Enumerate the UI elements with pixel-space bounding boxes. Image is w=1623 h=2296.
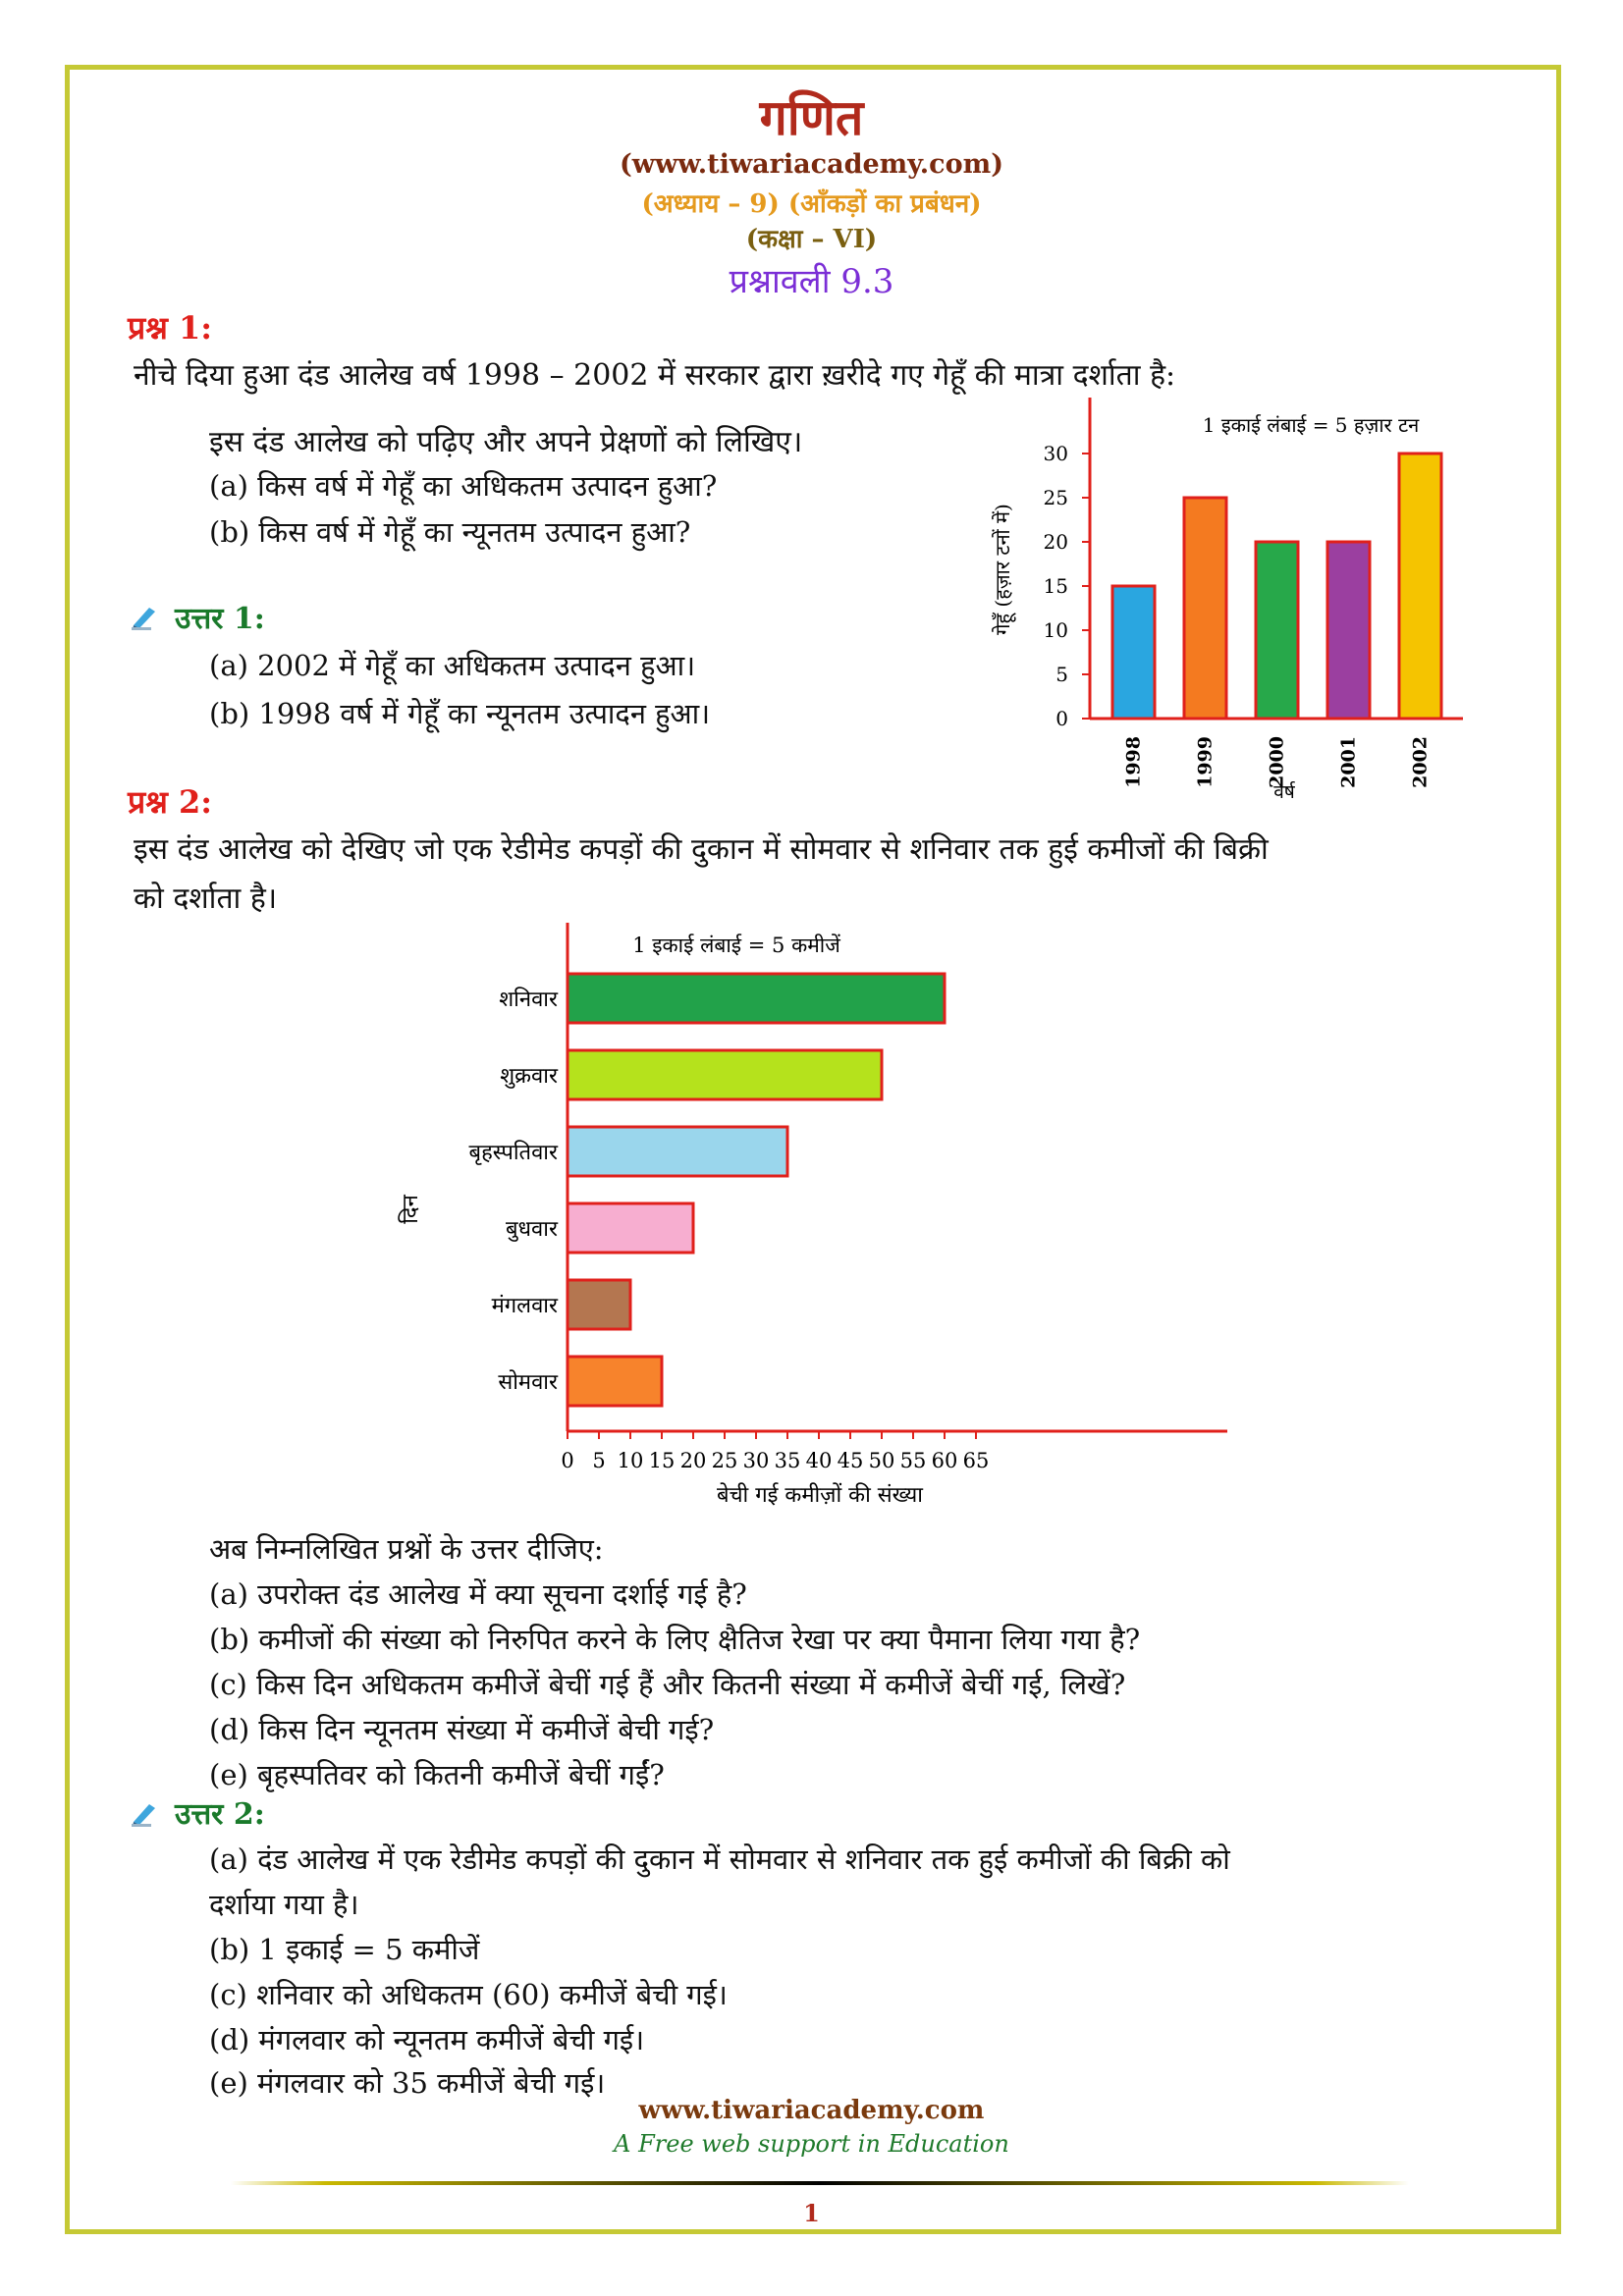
bar: [568, 1127, 787, 1176]
y-tick-label: 5: [1055, 663, 1068, 686]
question-2-intro-line2: को दर्शाता है।: [134, 881, 278, 916]
question-2-part-a: (a) उपरोक्त दंड आलेख में क्या सूचना दर्शाई गई है?: [209, 1577, 747, 1611]
y-tick-label: 0: [1055, 707, 1068, 730]
answer-2-heading: उत्तर 2:: [175, 1797, 265, 1832]
x-tick-label: 15: [648, 1449, 676, 1472]
answer-2-part-c: (c) शनिवार को अधिकतम (60) कमीजें बेची गई।: [209, 1978, 728, 2011]
page-title: गणित: [759, 88, 864, 146]
footer-site[interactable]: www.tiwariacademy.com: [638, 2096, 985, 2125]
bar: [1399, 454, 1441, 719]
x-tick-label: 60: [931, 1449, 958, 1472]
x-tick-label: 55: [899, 1449, 927, 1472]
bar: [1184, 498, 1226, 719]
question-1-instruction: इस दंड आलेख को पढ़िए और अपने प्रेक्षणों को लिखिए।: [209, 425, 803, 459]
question-2-part-b: (b) कमीजों की संख्या को निरुपित करने के लिए क्षैतिज रेखा पर क्या पैमाना लिया गया है?: [209, 1623, 1141, 1656]
footer-divider: [231, 2181, 1409, 2185]
y-tick-label: बुधवार: [505, 1217, 558, 1242]
x-axis-label: बेची गई कमीज़ों की संख्या: [717, 1483, 923, 1508]
bar: [568, 1357, 662, 1406]
chapter-label: (अध्याय – 9) (आँकड़ों का प्रबंधन): [641, 189, 982, 219]
bar: [568, 974, 945, 1023]
x-tick-label: 30: [742, 1449, 770, 1472]
x-tick-label: 25: [711, 1449, 738, 1472]
bar: [1327, 542, 1370, 719]
y-tick-label: 15: [1043, 574, 1068, 598]
x-tick-label: 1999: [1194, 736, 1217, 788]
bar: [568, 1280, 630, 1329]
answer-2-part-a: (a) दंड आलेख में एक रेडीमेड कपड़ों की दुकान में सोमवार से शनिवार तक हुई कमीजों की बिक्री को: [209, 1842, 1230, 1876]
x-axis-label: वर्ष: [1273, 781, 1295, 803]
question-2-heading: प्रश्न 2:: [128, 783, 213, 821]
x-tick-label: 50: [868, 1449, 895, 1472]
x-tick-label: 1998: [1122, 736, 1145, 788]
question-2-part-c: (c) किस दिन अधिकतम कमीजें बेचीं गई हैं और कितनी संख्या में कमीजें बेचीं गई, लिखें?: [209, 1668, 1126, 1701]
shirts-bar-chart: [388, 913, 1252, 1526]
y-tick-label: सोमवार: [498, 1370, 558, 1395]
question-1-part-a: (a) किस वर्ष में गेहूँ का अधिकतम उत्पादन हुआ?: [209, 469, 718, 503]
y-tick-label: 10: [1043, 618, 1068, 642]
y-tick-label: 20: [1043, 530, 1068, 554]
x-tick-label: 20: [679, 1449, 707, 1472]
x-tick-label: 5: [592, 1449, 606, 1472]
answer-2-part-b: (b) 1 इकाई = 5 कमीजें: [209, 1933, 480, 1966]
y-axis-label: गेहूँ (हज़ार टनों में): [991, 504, 1014, 635]
chart-title: 1 इकाई लंबाई = 5 कमीजें: [632, 934, 840, 957]
question-2-part-e: (e) बृहस्पतिवर को कितनी कमीजें बेचीं गईं?: [209, 1758, 665, 1791]
question-1-intro: नीचे दिया हुआ दंड आलेख वर्ष 1998 – 2002 में सरकार द्वारा ख़रीदे गए गेहूँ की मात्रा दर्शाता है:: [134, 358, 1176, 393]
bar: [568, 1050, 882, 1099]
answer-2-part-e: (e) मंगलवार को 35 कमीजें बेची गई।: [209, 2066, 606, 2100]
bar: [568, 1203, 693, 1253]
y-tick-label: शुक्रवार: [500, 1064, 558, 1089]
x-tick-label: 65: [962, 1449, 990, 1472]
bar: [1112, 586, 1155, 719]
question-2-instruction: अब निम्नलिखित प्रश्नों के उत्तर दीजिए:: [209, 1532, 604, 1566]
site-url: (www.tiwariacademy.com): [620, 149, 1003, 180]
exercise-label: प्रश्नावली 9.3: [729, 262, 894, 301]
answer-1-part-b: (b) 1998 वर्ष में गेहूँ का न्यूनतम उत्पादन हुआ।: [209, 697, 711, 730]
y-tick-label: मंगलवार: [491, 1294, 558, 1318]
answer-2-part-a-cont: दर्शाया गया है।: [209, 1888, 359, 1921]
pencil-icon: [130, 602, 161, 631]
x-tick-label: 2002: [1409, 736, 1432, 788]
question-1-part-b: (b) किस वर्ष में गेहूँ का न्यूनतम उत्पादन हुआ?: [209, 515, 691, 549]
y-tick-label: 25: [1043, 486, 1068, 509]
x-tick-label: 45: [837, 1449, 864, 1472]
y-tick-label: 30: [1043, 442, 1068, 465]
y-tick-label: बृहस्पतिवार: [468, 1141, 558, 1165]
x-tick-label: 35: [774, 1449, 801, 1472]
pencil-icon: [130, 1798, 161, 1828]
x-tick-label: 40: [805, 1449, 833, 1472]
question-1-heading: प्रश्न 1:: [128, 309, 213, 347]
question-2-intro-line1: इस दंड आलेख को देखिए जो एक रेडीमेड कपड़ों की दुकान में सोमवार से शनिवार तक हुई कमीजों की बिक्री: [134, 832, 1269, 867]
answer-1-part-a: (a) 2002 में गेहूँ का अधिकतम उत्पादन हुआ।: [209, 649, 696, 682]
bar: [1256, 542, 1298, 719]
answer-1-heading: उत्तर 1:: [175, 602, 265, 636]
chart-title: 1 इकाई लंबाई = 5 हज़ार टन: [1202, 413, 1420, 437]
class-label: (कक्षा – VI): [745, 225, 878, 254]
x-tick-label: 2001: [1337, 736, 1360, 788]
y-tick-label: शनिवार: [499, 988, 558, 1012]
x-tick-label: 2000: [1266, 736, 1288, 788]
answer-2-part-d: (d) मंगलवार को न्यूनतम कमीजें बेची गई।: [209, 2023, 645, 2056]
footer-tagline: A Free web support in Education: [614, 2130, 1009, 2158]
page-number: 1: [803, 2199, 820, 2227]
wheat-bar-chart: [972, 398, 1492, 810]
y-axis-label: दिन: [399, 1195, 423, 1224]
x-tick-label: 10: [617, 1449, 644, 1472]
x-tick-label: 0: [561, 1449, 574, 1472]
question-2-part-d: (d) किस दिन न्यूनतम संख्या में कमीजें बेची गई?: [209, 1713, 715, 1746]
